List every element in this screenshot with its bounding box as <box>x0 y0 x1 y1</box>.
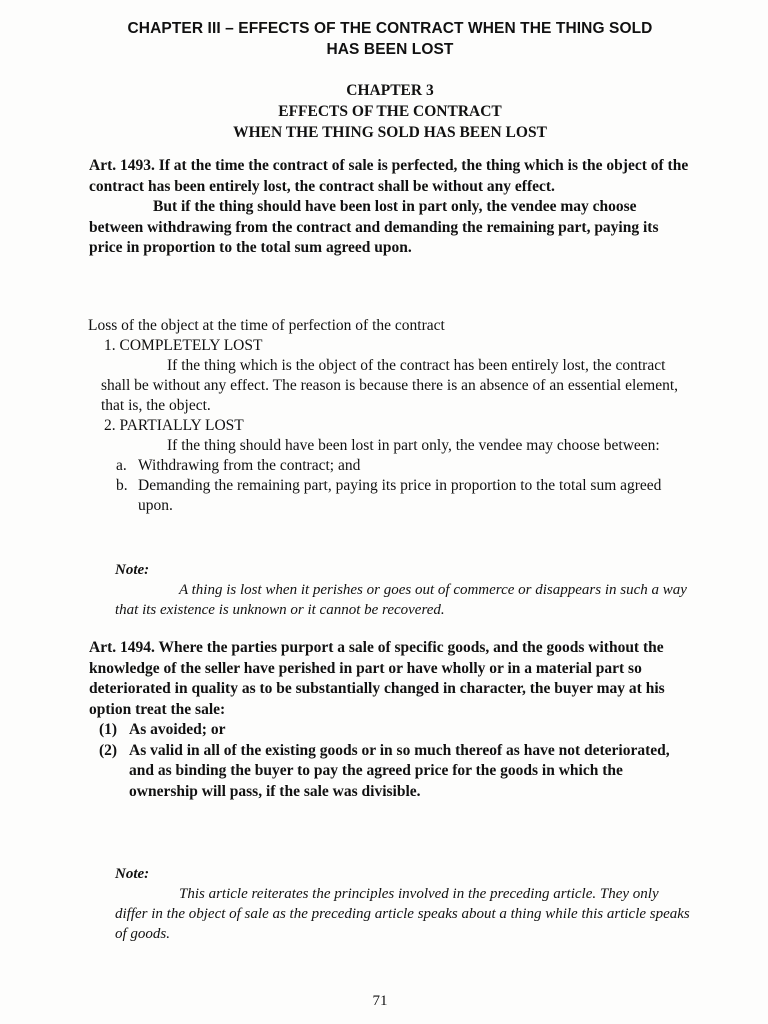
list-marker: a. <box>116 457 127 474</box>
chapter-header <box>80 18 700 60</box>
loss-section <box>88 316 690 516</box>
list-item-text: As valid in all of the existing goods or in so much thereof as have not deteriorated, and as binding the buyer to pay the agreed price for the goods in which the ownership will pass, if the sale was divisible. <box>129 741 670 800</box>
note-1 <box>115 560 691 620</box>
loss-section-title: Loss of the object at the time of perfection of the contract <box>88 317 445 334</box>
chapter-title-line-2: WHEN THE THING SOLD HAS BEEN LOST <box>233 124 547 141</box>
note-2 <box>115 864 691 944</box>
list-item <box>99 720 691 741</box>
partially-lost-heading: 2. PARTIALLY LOST <box>104 417 244 434</box>
list-marker: (1) <box>99 721 118 738</box>
chapter-title-line-1: EFFECTS OF THE CONTRACT <box>278 103 502 120</box>
page-number: 71 <box>372 993 388 1009</box>
list-item <box>116 456 690 476</box>
completely-lost-heading: 1. COMPLETELY LOST <box>104 337 263 354</box>
article-1494-options <box>89 720 691 802</box>
note-label: Note: <box>115 866 150 882</box>
article-1494 <box>89 638 691 802</box>
list-item <box>116 476 690 516</box>
article-1494-paragraph: Art. 1494. Where the parties purport a sale of specific goods, and the goods without the knowledge of the seller have perished in part or have wholly or in a material part so deteriorated in quality as to be substantially changed in character, the buyer may at his option treat the sale: <box>89 639 665 718</box>
list-item <box>99 741 691 803</box>
list-item-text: Demanding the remaining part, paying its price in proportion to the total sum agreed upon. <box>138 477 662 514</box>
chapter-header-line-2: HAS BEEN LOST <box>326 41 454 58</box>
note-text: This article reiterates the principles involved in the preceding article. They only differ in the object of sale as the preceding article speaks about a thing while this article speaks of goods. <box>115 886 690 942</box>
article-1493-paragraph-2: But if the thing should have been lost in part only, the vendee may choose between withdrawing from the contract and demanding the remaining part, paying its price in proportion to the total sum agreed upon. <box>89 198 659 256</box>
article-1493-paragraph-1: Art. 1493. If at the time the contract of sale is perfected, the thing which is the object of the contract has been entirely lost, the contract shall be without any effect. <box>89 157 689 195</box>
partially-lost-options <box>88 456 690 516</box>
chapter-number: CHAPTER 3 <box>346 82 434 99</box>
list-item-text: Withdrawing from the contract; and <box>138 457 361 474</box>
completely-lost-body: If the thing which is the object of the contract has been entirely lost, the contract shall be without any effect. The reason is because there is an absence of an essential element, that is, the object. <box>101 357 679 414</box>
note-text: A thing is lost when it perishes or goes out of commerce or disappears in such a way that its existence is unknown or it cannot be recovered. <box>115 582 687 618</box>
chapter-header-line-1: CHAPTER III – EFFECTS OF THE CONTRACT WHEN THE THING SOLD <box>127 20 653 37</box>
note-label: Note: <box>115 562 150 578</box>
list-item-text: As avoided; or <box>129 721 226 738</box>
partially-lost-body: If the thing should have been lost in part only, the vendee may choose between: <box>167 437 660 454</box>
list-marker: b. <box>116 477 128 494</box>
list-marker: (2) <box>99 741 118 759</box>
chapter-subheader <box>90 80 690 143</box>
article-1493 <box>89 156 691 259</box>
